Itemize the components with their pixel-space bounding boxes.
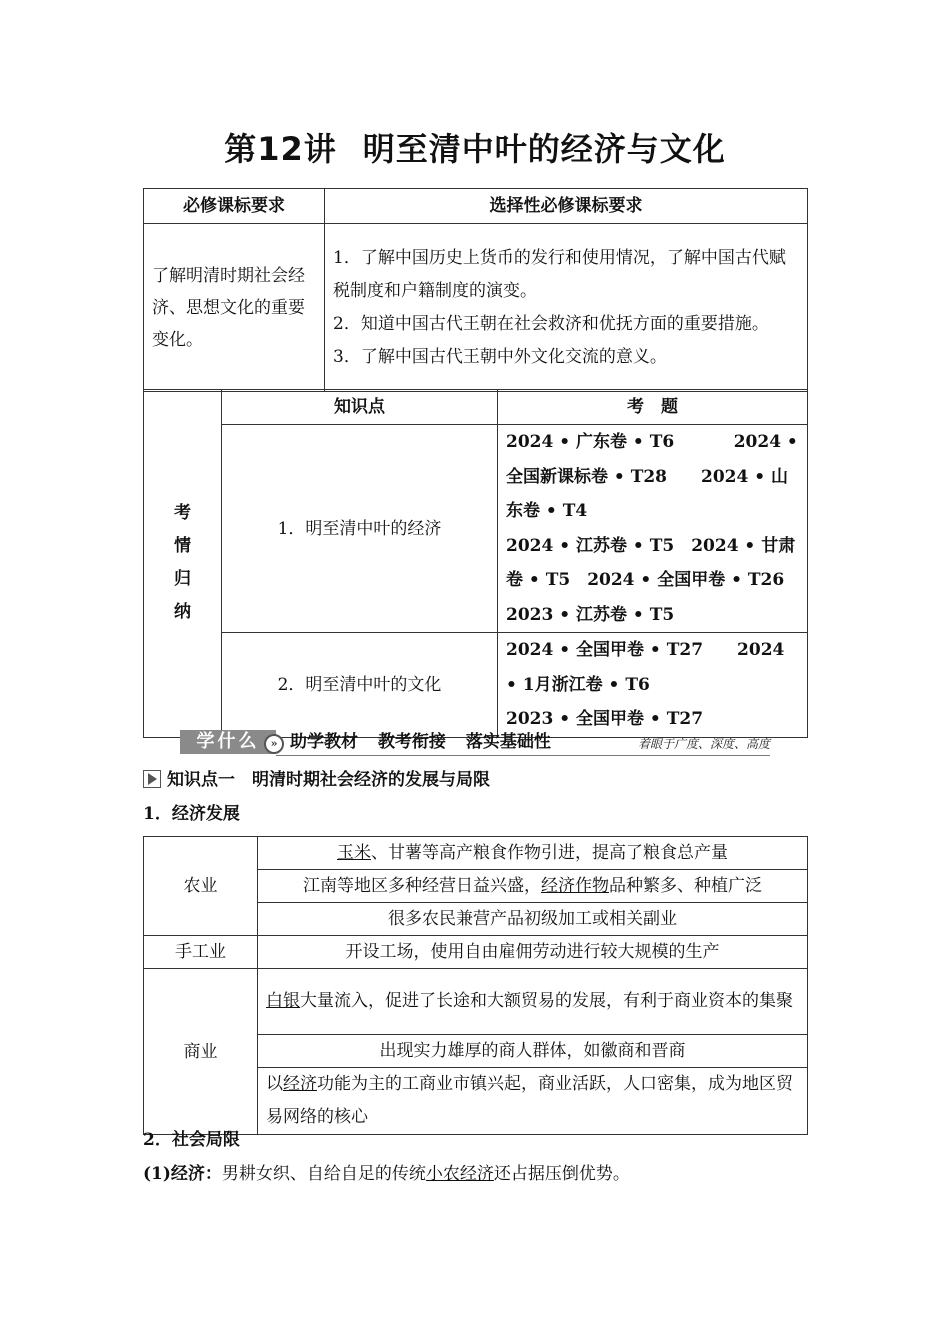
knowledge-point-title: 知识点一 明清时期社会经济的发展与局限 [167, 770, 490, 790]
exam-question: 2024 • 江苏卷 • T5 [506, 535, 675, 556]
exam-questions [498, 633, 808, 738]
elective-item: 1．了解中国历史上货币的发行和使用情况，了解中国古代赋税制度和户籍制度的演变。 [333, 247, 786, 301]
header-questions: 考 题 [498, 390, 808, 425]
requirements-table [143, 188, 808, 392]
economy-category: 手工业 [144, 936, 258, 969]
banner-note: 着眼于广度、深度、高度 [637, 737, 770, 751]
elective-item: 2．知道中国古代王朝在社会救济和优抚方面的重要措施。 [333, 313, 769, 334]
economy-cell: 出现实力雄厚的商人群体，如徽商和晋商 [258, 1035, 808, 1068]
exam-side-label: 考 情 归 纳 [144, 390, 222, 738]
exam-question: 2023 • 全国甲卷 • T27 [506, 709, 704, 729]
banner-divider [276, 755, 770, 756]
economy-cell: 以经济功能为主的工商业市镇兴起，商业活跃，人口密集，成为地区贸易网络的核心 [258, 1068, 808, 1135]
economy-limit-paragraph: (1)经济：男耕女织、自给自足的传统小农经济还占据压倒优势。 [143, 1164, 630, 1184]
economy-cell: 江南等地区多种经营日益兴盛，经济作物品种繁多、种植广泛 [258, 870, 808, 903]
chevron-right-icon: » [264, 734, 284, 754]
economy-cell: 玉米、甘薯等高产粮食作物引进，提高了粮食总产量 [258, 837, 808, 870]
banner-item: 落实基础性 [465, 732, 551, 752]
header-elective: 选择性必修课标要求 [325, 189, 808, 224]
exam-question: 2024 • 全国甲卷 • T26 [587, 570, 785, 590]
economy-category: 农业 [144, 837, 258, 936]
section-heading-social: 2．社会局限 [143, 1130, 240, 1150]
exam-question: 2024 • 山东卷 • T4 [506, 466, 789, 521]
economy-cell: 白银大量流入，促进了长途和大额贸易的发展，有利于商业资本的集聚 [258, 969, 808, 1035]
exam-question: 2024 • 1月浙江卷 • T6 [506, 640, 785, 695]
title-number: 12 [257, 130, 304, 168]
play-triangle-icon [143, 770, 161, 788]
economy-table [143, 836, 808, 1135]
page-title [0, 124, 950, 170]
banner-items [290, 730, 565, 754]
exam-questions [498, 425, 808, 633]
exam-question: 2024 • 全国甲卷 • T27 [506, 640, 704, 660]
exam-question: 2024 • 甘肃卷 • T5 [506, 535, 796, 590]
exam-summary-table [143, 389, 808, 738]
elective-list [325, 224, 808, 392]
knowledge-point-heading [143, 768, 490, 792]
title-suffix: 讲 [303, 130, 337, 168]
required-text: 了解明清时期社会经济、思想文化的重要变化。 [144, 224, 325, 392]
economy-cell: 开设工场，使用自由雇佣劳动进行较大规模的生产 [258, 936, 808, 969]
banner-item: 助学教材 [290, 732, 358, 752]
section-banner [180, 728, 770, 758]
header-required: 必修课标要求 [144, 189, 325, 224]
economy-category: 商业 [144, 969, 258, 1135]
section-heading-economy: 1．经济发展 [143, 804, 240, 824]
exam-question: 2023 • 江苏卷 • T5 [506, 604, 675, 625]
exam-point: 1．明至清中叶的经济 [222, 425, 498, 633]
exam-question: 2024 • 全国新课标卷 • T28 [506, 432, 798, 487]
header-points: 知识点 [222, 390, 498, 425]
title-prefix: 第 [224, 130, 258, 168]
exam-point: 2．明至清中叶的文化 [222, 633, 498, 738]
economy-cell: 很多农民兼营产品初级加工或相关副业 [258, 903, 808, 936]
elective-item: 3．了解中国古代王朝中外文化交流的意义。 [333, 346, 667, 367]
title-text: 明至清中叶的经济与文化 [362, 130, 726, 168]
banner-label: 学什么 [180, 730, 276, 754]
banner-item: 教考衔接 [377, 732, 446, 752]
exam-question: 2024 • 广东卷 • T6 [506, 432, 675, 452]
